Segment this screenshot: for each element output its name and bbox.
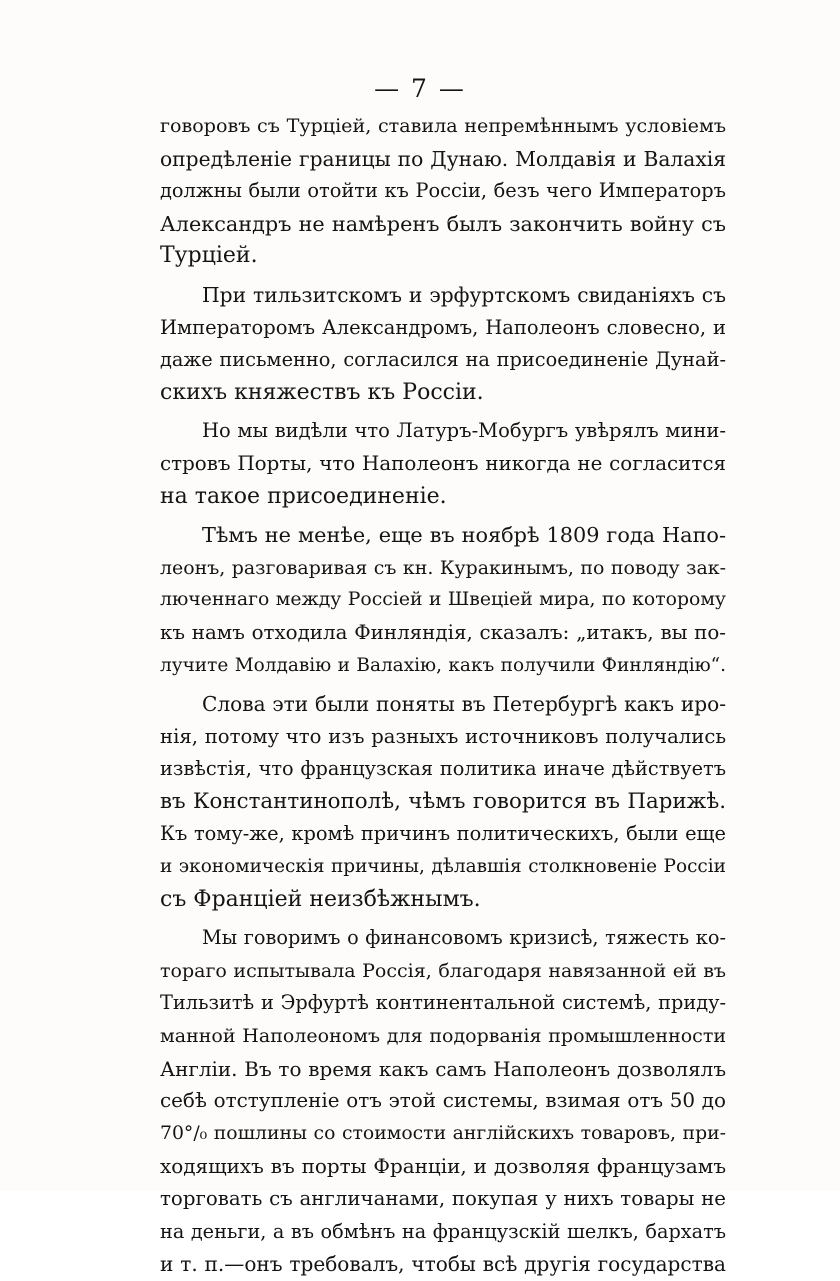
paragraph-3 bbox=[160, 415, 726, 513]
text-line: даже письменно, согласился на присоединеніе Дунай- bbox=[160, 348, 726, 372]
paragraph-4 bbox=[160, 519, 726, 682]
text-line: въ Константинополѣ, чѣмъ говорится въ Парижѣ. bbox=[160, 788, 726, 814]
text-line: леонъ, разговаривая съ кн. Куракинымъ, по поводу зак- bbox=[160, 556, 726, 579]
text-line: люченнаго между Россіей и Швеціей мира, по которому bbox=[160, 589, 726, 611]
text-line: Мы говоримъ о финансовомъ кризисѣ, тяжесть ко- bbox=[202, 926, 726, 950]
paragraph-2 bbox=[160, 279, 726, 409]
text-line: стровъ Порты, что Наполеонъ никогда не согласится bbox=[160, 451, 726, 475]
text-line: Тильзитѣ и Эрфуртѣ континентальной системѣ, приду- bbox=[160, 991, 726, 1015]
text-line: съ Франціей неизбѣжнымъ. bbox=[160, 886, 481, 912]
text-line: Александръ не намѣренъ былъ закончить войну съ bbox=[160, 211, 726, 236]
paragraph-6 bbox=[160, 922, 726, 1281]
text-line: манной Наполеономъ для подорванія промышленности bbox=[160, 1025, 726, 1048]
text-line: Тѣмъ не менѣе, еще въ ноябрѣ 1809 года Напо- bbox=[202, 523, 726, 548]
page-number: — 7 — bbox=[374, 74, 466, 103]
text-line: нія, потому что изъ разныхъ источниковъ получались bbox=[160, 724, 726, 748]
text-line: ходящихъ въ порты Франціи, и дозволяя французамъ bbox=[160, 1154, 726, 1179]
paragraph-5 bbox=[160, 688, 726, 916]
text-line: лучите Молдавію и Валахію, какъ получили Финляндію“. bbox=[160, 654, 726, 676]
text-line: опредѣленіе границы по Дунаю. Молдавія и Валахія bbox=[160, 146, 726, 171]
text-line: и экономическія причины, дѣлавшія столкновеніе Россіи bbox=[160, 856, 726, 878]
text-line: должны были отойти къ Россіи, безъ чего Императоръ bbox=[160, 179, 726, 203]
text-line: къ намъ отходила Финляндія, сказалъ: „итакъ, вы по- bbox=[160, 620, 726, 644]
text-line: 70°/₀ пошлины со стоимости англійскихъ товаровъ, при- bbox=[160, 1122, 726, 1144]
text-line: говоровъ съ Турціей, ставила непремѣннымъ условіемъ bbox=[160, 114, 726, 137]
text-line: на деньги, а въ обмѣнъ на французскій шелкъ, бархатъ bbox=[160, 1219, 726, 1243]
body-text bbox=[160, 110, 726, 1281]
text-line: Слова эти были поняты въ Петербургѣ какъ иро- bbox=[202, 692, 726, 717]
text-line: и т. п.—онъ требовалъ, чтобы всѣ другія государства bbox=[160, 1252, 726, 1277]
text-line: При тильзитскомъ и эрфуртскомъ свиданіяхъ съ bbox=[202, 282, 726, 307]
text-line: извѣстія, что французская политика иначе дѣйствуетъ bbox=[160, 757, 726, 781]
text-line: на такое присоединеніе. bbox=[160, 483, 447, 509]
text-line: Англіи. Въ то время какъ самъ Наполеонъ дозволялъ bbox=[160, 1056, 726, 1081]
text-line: скихъ княжествъ къ Россіи. bbox=[160, 379, 484, 405]
text-line: Но мы видѣли что Латуръ-Мобургъ увѣрялъ мини- bbox=[202, 419, 726, 443]
text-line: Турціей. bbox=[160, 243, 258, 269]
paragraph-1 bbox=[160, 110, 726, 273]
text-line: Къ тому-же, кромѣ причинъ политическихъ, были еще bbox=[160, 822, 726, 846]
text-line: себѣ отступленіе отъ этой системы, взимая отъ 50 до bbox=[160, 1089, 726, 1113]
text-line: тораго испытывала Россія, благодаря навязанной ей въ bbox=[160, 959, 726, 982]
text-line: Императоромъ Александромъ, Наполеонъ словесно, и bbox=[160, 315, 726, 339]
text-line: торговать съ англичанами, покупая у нихъ товары не bbox=[160, 1187, 726, 1210]
